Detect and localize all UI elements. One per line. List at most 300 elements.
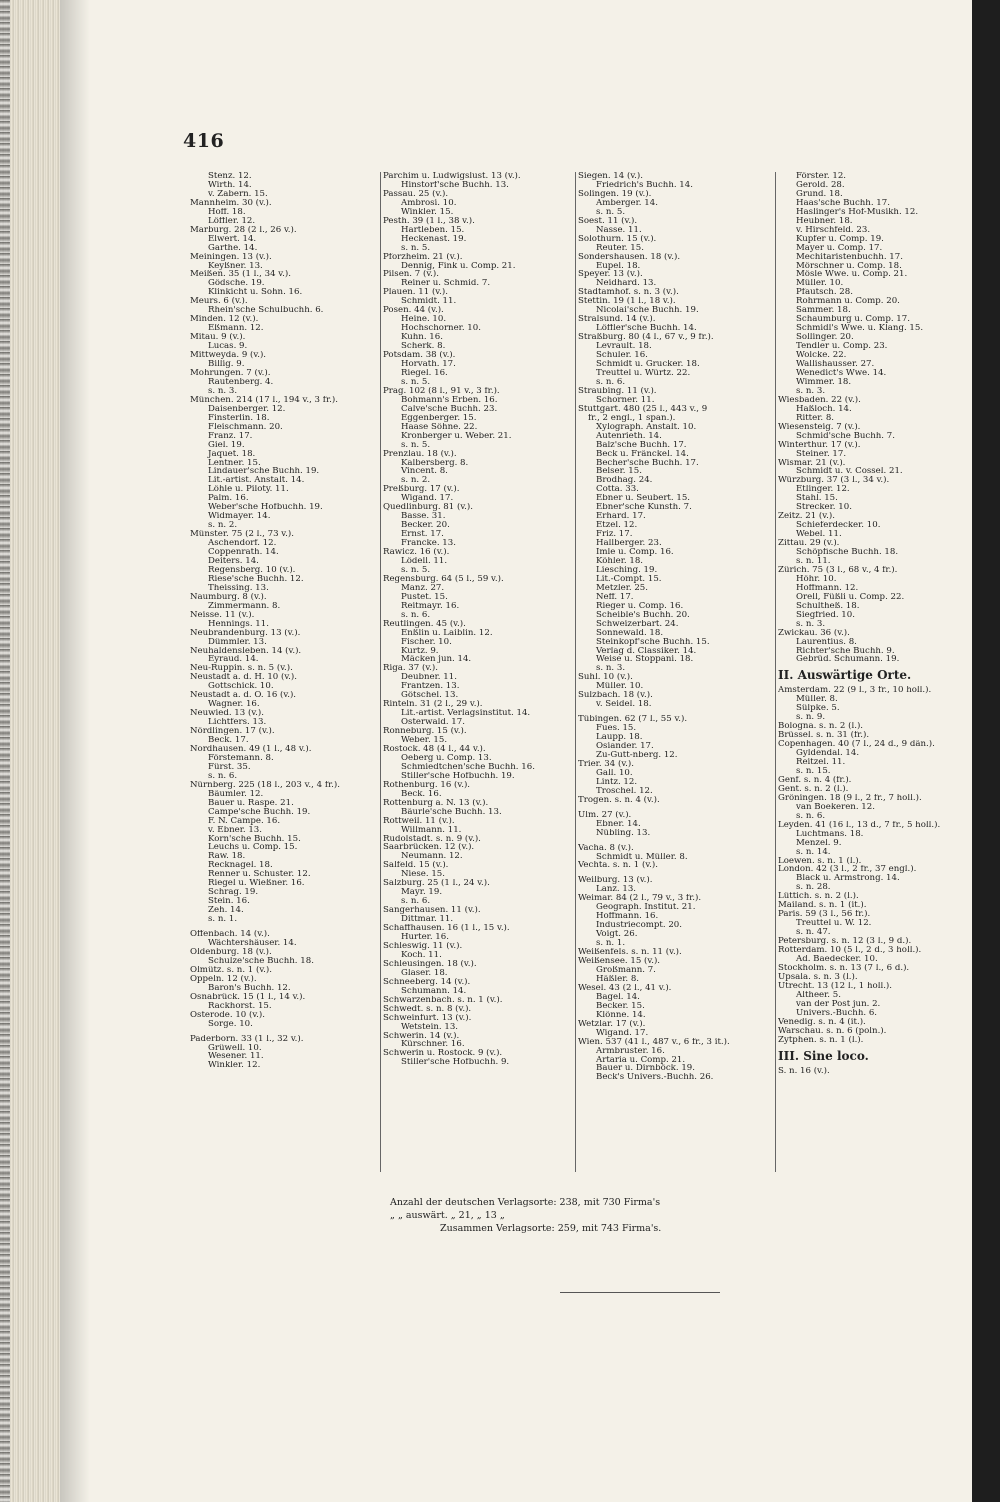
publisher-entry: Korn'sche Buchh. 15. [208, 834, 301, 844]
publisher-entry: Campe'sche Buchh. 19. [208, 807, 311, 817]
publisher-entry: Sorge. 10. [208, 1019, 253, 1029]
publisher-entry: Hinstorf'sche Buchh. 13. [401, 180, 509, 190]
gutter-shadow [60, 0, 90, 1502]
publisher-entry: Zeh. 14. [208, 906, 244, 916]
place-entry: Prenzlau. 18 (v.). [383, 449, 457, 459]
publisher-entry: Löffler. 12. [208, 216, 256, 226]
place-entry: Quedlinburg. 81 (v.). [383, 503, 473, 513]
publisher-entry: Schweizerbart. 24. [596, 619, 679, 629]
publisher-entry: Cotta. 33. [596, 485, 639, 495]
publisher-entry: s. n. 5. [596, 207, 626, 217]
publisher-entry: Wagner. 16. [208, 700, 260, 710]
publisher-entry: s. n. 6. [596, 377, 626, 387]
book-marbled-edge [0, 0, 10, 1502]
place-entry: Leyden. 41 (16 l., 13 d., 7 fr., 5 holl.). [778, 820, 941, 830]
publisher-entry: Renner u. Schuster. 12. [208, 870, 311, 880]
publisher-entry: Götschel. 13. [401, 691, 459, 701]
place-entry: Oldenburg. 18 (v.). [190, 947, 272, 957]
place-entry: Gröningen. 18 (9 l., 2 fr., 7 holl.). [778, 793, 922, 803]
place-entry: Stadtamhof. s. n. 3 (v.). [578, 288, 679, 298]
place-entry: Rudolstadt. s. n. 9 (v.). [383, 834, 481, 844]
publisher-entry: Schulze'sche Buchh. 18. [208, 956, 314, 966]
place-entry: Genf. s. n. 4 (fr.). [778, 775, 852, 785]
publisher-entry: Wetstein. 13. [401, 1022, 459, 1032]
publisher-entry: Autenrieth. 14. [596, 431, 662, 441]
place-entry: Oppeln. 12 (v.). [190, 974, 257, 984]
summary-line-german: Anzahl der deutschen Verlagsorte: 238, mit 730 Firma's [390, 1197, 661, 1208]
publisher-entry: Webel. 11. [796, 530, 842, 540]
publisher-entry: Heine. 10. [401, 315, 447, 325]
publisher-entry: Siegfried. 10. [796, 610, 855, 620]
publisher-entry: Artaria u. Comp. 21. [596, 1055, 686, 1065]
publisher-entry: Kupfer u. Comp. 19. [796, 234, 884, 244]
publisher-entry: s. n. 2. [401, 476, 431, 486]
publisher-entry: Osterwald. 17. [401, 718, 465, 728]
publisher-entry: Schorner. 11. [596, 395, 655, 405]
section-heading: II. Auswärtige Orte. [778, 668, 912, 683]
publisher-entry: Baron's Buchh. 12. [208, 983, 291, 993]
publisher-entry: Ebner u. Seubert. 15. [596, 494, 691, 504]
publisher-entry: Sülpke. 5. [796, 704, 840, 714]
publisher-entry: Lödell. 11. [401, 556, 448, 566]
publisher-entry: Daisenberger. 12. [208, 404, 286, 414]
publisher-entry: Brodhag. 24. [596, 476, 653, 486]
publisher-entry: Höhr. 10. [796, 574, 837, 584]
publisher-entry: Hoffmann. 12. [796, 583, 859, 593]
place-entry: Ronneburg. 15 (v.). [383, 727, 467, 737]
publisher-entry: Schmiedtchen'sche Buchh. 16. [401, 762, 535, 772]
publisher-entry: Giel. 19. [208, 440, 245, 450]
index-column-4 [778, 172, 964, 1076]
place-entry: Rottweil. 11 (v.). [383, 816, 455, 826]
place-entry: Wiesensteig. 7 (v.). [778, 422, 861, 432]
publisher-entry: Manz. 27. [401, 583, 445, 593]
publisher-entry: Frantzen. 13. [401, 682, 460, 692]
publisher-entry: Wolcke. 22. [796, 351, 847, 361]
place-entry: Offenbach. 14 (v.). [190, 930, 270, 940]
place-entry: Mohrungen. 7 (v.). [190, 368, 271, 378]
place-entry: Mittweyda. 9 (v.). [190, 351, 267, 361]
publisher-entry: s. n. 1. [208, 915, 238, 925]
publisher-entry: Rhein'sche Schulbuchh. 6. [208, 306, 324, 316]
publisher-entry: Scherk. 8. [401, 342, 446, 352]
place-entry: Utrecht. 13 (12 l., 1 holl.). [778, 981, 893, 991]
publisher-entry: Erhard. 17. [596, 512, 646, 522]
publisher-entry: Lanz. 13. [596, 885, 637, 895]
publisher-entry: Fischer. 10. [401, 637, 452, 647]
publisher-entry: s. n. 6. [401, 897, 431, 907]
publisher-entry: Sollinger. 20. [796, 333, 854, 343]
publisher-entry: Fürst. 35. [208, 762, 251, 772]
publisher-entry: Weise u. Stoppani. 18. [596, 655, 694, 665]
place-entry: Gent. s. n. 2 (l.). [778, 784, 849, 794]
publisher-entry: s. n. 11. [796, 556, 831, 566]
column-divider [775, 172, 776, 1172]
place-entry: Regensburg. 64 (5 l., 59 v.). [383, 574, 504, 584]
publisher-entry: Reiner u. Schmid. 7. [401, 279, 491, 289]
publisher-entry: Regensberg. 10 (v.). [208, 565, 296, 575]
publisher-entry: Univers.-Buchh. 6. [796, 1008, 878, 1018]
publisher-entry: s. n. 47. [796, 928, 831, 938]
publisher-entry: Tendler u. Comp. 23. [796, 342, 888, 352]
place-entry: Meurs. 6 (v.). [190, 297, 248, 307]
publisher-entry: Hoffmann. 16. [596, 912, 659, 922]
publisher-entry: Menzel. 9. [796, 838, 842, 848]
publisher-entry: Calve'sche Buchh. 23. [401, 404, 498, 414]
publisher-entry: Lit.-artist. Anstalt. 14. [208, 476, 305, 486]
publisher-entry: s. n. 6. [796, 811, 826, 821]
publisher-entry: Neidhard. 13. [596, 279, 657, 289]
publisher-entry: Etzel. 12. [596, 521, 638, 531]
place-entry: Passau. 25 (v.). [383, 189, 449, 199]
publisher-entry: Francke. 13. [401, 539, 456, 549]
publisher-entry: van der Post jun. 2. [796, 999, 881, 1009]
publisher-entry: F. N. Campe. 16. [208, 816, 281, 826]
publisher-entry: Kuhn. 16. [401, 333, 443, 343]
publisher-entry: Amberger. 14. [596, 198, 658, 208]
place-entry: Rotterdam. 10 (5 l., 2 d., 3 holl.). [778, 946, 922, 956]
publisher-entry: Eßmann. 12. [208, 324, 264, 334]
place-entry: Zwickau. 36 (v.). [778, 628, 850, 638]
place-entry: Stuttgart. 480 (25 l., 443 v., 9 [578, 404, 708, 414]
publisher-entry: Schaumburg u. Comp. 17. [796, 315, 910, 325]
publisher-entry: Etlinger. 12. [796, 485, 850, 495]
publisher-entry: Hartleben. 15. [401, 225, 465, 235]
publisher-entry: s. n. 5. [401, 440, 431, 450]
publisher-entry: Weber'sche Hofbuchh. 19. [208, 503, 323, 513]
publisher-entry: Stenz. 12. [208, 172, 252, 181]
publisher-entry: Gyldendal. 14. [796, 749, 860, 759]
publisher-entry: Nübling. 13. [596, 828, 651, 838]
publisher-entry: Schmidl's Wwe. u. Klang. 15. [796, 324, 924, 334]
place-entry: Schneeberg. 14 (v.). [383, 977, 471, 987]
publisher-entry: Xylograph. Anstalt. 10. [596, 422, 697, 432]
place-entry: Meiningen. 13 (v.). [190, 252, 272, 262]
publisher-entry: Rackhorst. 15. [208, 1001, 272, 1011]
place-entry: Siegen. 14 (v.). [578, 172, 643, 181]
publisher-entry: Förstemann. 8. [208, 753, 274, 763]
publisher-entry: Becker. 15. [596, 1001, 645, 1011]
publisher-entry: Kürschner. 16. [401, 1040, 465, 1050]
publisher-entry: Theissing. 13. [208, 583, 269, 593]
publisher-entry: Pustet. 15. [401, 592, 448, 602]
place-entry: Stettin. 19 (1 l., 18 v.). [578, 297, 676, 307]
place-entry: München. 214 (17 l., 194 v., 3 fr.). [190, 395, 338, 405]
place-entry: Ulm. 27 (v.). [578, 810, 632, 820]
publisher-entry: Neumann. 12. [401, 852, 463, 862]
place-entry: Riga. 37 (v.). [383, 664, 438, 674]
place-entry: Weimar. 84 (2 l., 79 v., 3 fr.). [578, 894, 702, 904]
publisher-entry: Reuter. 15. [596, 243, 644, 253]
publisher-entry: Gall. 10. [596, 768, 633, 778]
place-entry: Winterthur. 17 (v.). [778, 440, 861, 450]
place-entry: Plauen. 11 (v.). [383, 288, 448, 298]
summary-line-total: Zusammen Verlagsorte: 259, mit 743 Firma's. [440, 1223, 662, 1234]
publisher-entry: Stiller'sche Hofbuchh. 19. [401, 771, 515, 781]
publisher-entry: Grüwell. 10. [208, 1043, 262, 1053]
publisher-entry: Nicolai'sche Buchh. 19. [596, 306, 699, 316]
publisher-entry: Schmidt u. Müller. 8. [596, 852, 688, 862]
publisher-entry: Ebner. 14. [596, 819, 641, 829]
publisher-entry: Schieferdecker. 10. [796, 521, 881, 531]
publisher-entry: Stein. 16. [208, 897, 250, 907]
column-divider [575, 172, 576, 1172]
publisher-entry: Wesener. 11. [208, 1052, 264, 1062]
summary-line-foreign: „ „ auswärt. „ 21, „ 13 „ [390, 1210, 505, 1221]
publisher-entry: s. n. 5. [401, 377, 431, 387]
place-entry: Neustadt a. d. O. 16 (v.). [190, 691, 297, 701]
publisher-entry: Gerold. 28. [796, 180, 845, 190]
publisher-entry: Heckenast. 19. [401, 234, 467, 244]
publisher-entry: v. Hirschfeld. 23. [796, 225, 871, 235]
publisher-entry: Elwert. 14. [208, 234, 257, 244]
publisher-entry: Beck u. Fränckel. 14. [596, 449, 689, 459]
index-column-1 [190, 172, 375, 1070]
publisher-entry: Wächtershäuser. 14. [208, 939, 297, 948]
publisher-entry: s. n. 6. [208, 771, 238, 781]
publisher-entry: Löhle u. Piloty. 11. [208, 485, 289, 495]
publisher-entry: Friedrich's Buchh. 14. [596, 180, 693, 190]
place-entry: Straubing. 11 (v.). [578, 386, 657, 396]
publisher-entry: s. n. 5. [401, 243, 431, 253]
publisher-entry: Bäumler. 12. [208, 789, 264, 799]
publisher-entry: Lit.-Compt. 15. [596, 574, 662, 584]
publisher-entry: s. n. 6. [401, 610, 431, 620]
publisher-entry: Bagel. 14. [596, 992, 640, 1002]
publisher-entry: Lucas. 9. [208, 342, 248, 352]
publisher-entry: Schmidt u. v. Cossel. 21. [796, 467, 903, 477]
place-entry: Rinteln. 31 (2 l., 29 v.). [383, 700, 483, 710]
publisher-entry: s. n. 14. [796, 847, 831, 857]
place-entry: Warschau. s. n. 6 (poln.). [778, 1026, 887, 1036]
column-divider [380, 172, 381, 1172]
place-entry: Amsterdam. 22 (9 l., 3 fr., 10 holl.). [778, 686, 932, 696]
publisher-entry: Grund. 18. [796, 189, 843, 199]
publisher-entry: Raw. 18. [208, 852, 246, 862]
place-entry: Wiesbaden. 22 (v.). [778, 395, 861, 405]
publisher-entry: Schmidt. 11. [401, 297, 457, 307]
place-entry: Naumburg. 8 (v.). [190, 592, 267, 602]
publisher-entry: Eggenberger. 15. [401, 413, 477, 423]
publisher-entry: Hoff. 18. [208, 207, 246, 217]
place-entry: Neisse. 11 (v.). [190, 610, 255, 620]
publisher-entry: Hochschorner. 10. [401, 324, 481, 334]
publisher-entry: Kronberger u. Weber. 21. [401, 431, 512, 441]
index-column-3 [578, 172, 768, 1082]
place-entry: Tübingen. 62 (7 l., 55 v.). [578, 715, 688, 725]
publisher-entry: Lentner. 15. [208, 458, 261, 468]
publisher-entry: Niese. 15. [401, 870, 445, 880]
publisher-entry: Neff. 17. [596, 592, 634, 602]
publisher-entry: Kurtz. 9. [401, 646, 439, 656]
publisher-entry: Billig. 9. [208, 360, 245, 369]
publisher-entry: Finsterlin. 18. [208, 413, 270, 423]
publisher-entry: Dennig, Fink u. Comp. 21. [401, 261, 516, 271]
place-entry: Prag. 102 (8 l., 91 v., 3 fr.). [383, 386, 500, 396]
place-entry: Salzburg. 25 (1 l., 24 v.). [383, 879, 490, 889]
place-entry: Potsdam. 38 (v.). [383, 351, 456, 361]
publisher-entry: Haase Söhne. 22. [401, 422, 478, 432]
publisher-entry: Stahl. 15. [796, 494, 838, 504]
publisher-entry: Widmayer. 14. [208, 512, 271, 522]
place-entry: Olmütz. s. n. 1 (v.). [190, 965, 272, 975]
publisher-entry: Horvath. 17. [401, 360, 456, 369]
publisher-entry: Schmidt u. Grucker. 18. [596, 360, 700, 369]
publisher-entry: Eyraud. 14. [208, 655, 259, 665]
publisher-entry: s. n. 3. [596, 664, 626, 674]
publisher-entry: Richter'sche Buchh. 9. [796, 646, 895, 656]
place-entry: Venedig. s. n. 4 (it.). [778, 1017, 866, 1027]
place-entry: Mailand. s. n. 1 (it.). [778, 901, 867, 911]
place-entry: Weißenfels. s. n. 11 (v.). [578, 948, 682, 958]
publisher-entry: Jaquet. 18. [208, 449, 256, 459]
publisher-entry: Wigand. 17. [401, 494, 454, 504]
place-entry: Minden. 12 (v.). [190, 315, 259, 325]
publisher-entry: Geograph. Institut. 21. [596, 903, 696, 913]
publisher-entry: Franz. 17. [208, 431, 253, 441]
publisher-entry: s. n. 15. [796, 767, 831, 776]
scan-border [972, 0, 1000, 1502]
publisher-entry: Orell, Füßli u. Comp. 22. [796, 592, 905, 602]
place-entry: Copenhagen. 40 (7 l., 24 d., 9 dän.). [778, 740, 935, 750]
publisher-entry: Riegel u. Wießner. 16. [208, 879, 305, 889]
place-entry: Saarbrücken. 12 (v.). [383, 843, 475, 853]
publisher-entry: Riese'sche Buchh. 12. [208, 574, 304, 584]
publisher-entry: Dümmler. 13. [208, 637, 267, 647]
publisher-entry: Wimmer. 18. [796, 377, 852, 387]
publisher-entry: Ebner'sche Kunsth. 7. [596, 503, 692, 513]
publisher-entry: Winkler. 12. [208, 1061, 261, 1071]
place-entry: Parchim u. Ludwigslust. 13 (v.). [383, 172, 521, 181]
place-entry: Posen. 44 (v.). [383, 306, 444, 316]
publisher-entry: Becher'sche Buchh. 17. [596, 458, 699, 468]
publisher-entry: Eupel. 18. [596, 261, 641, 271]
publisher-entry: Haßloch. 14. [796, 404, 852, 414]
place-entry: Schleswig. 11 (v.). [383, 941, 463, 951]
publisher-entry: v. Seidel. 18. [596, 700, 652, 710]
place-entry: Wesel. 43 (2 l., 41 v.). [578, 983, 672, 993]
publisher-entry: s. n. 1. [596, 939, 626, 949]
publisher-entry: Riegel. 16. [401, 368, 448, 378]
place-entry-continuation: fr., 2 engl., 1 span.). [588, 413, 676, 423]
index-column-2 [383, 172, 573, 1067]
publisher-entry: Bauer u. Dirnböck. 19. [596, 1064, 696, 1074]
section-heading: III. Sine loco. [778, 1048, 869, 1063]
publisher-entry: Strecker. 10. [796, 503, 852, 513]
place-entry: Würzburg. 37 (3 l., 34 v.). [778, 476, 890, 486]
publisher-entry: Reitmayr. 16. [401, 601, 460, 611]
publisher-entry: Enßlin u. Laiblin. 12. [401, 628, 493, 638]
place-entry: Petersburg. s. n. 12 (3 l., 9 d.). [778, 937, 912, 947]
publisher-entry: Lintz. 12. [596, 777, 638, 787]
place-entry: Zeitz. 21 (v.). [778, 512, 835, 522]
publisher-entry: Vincent. 8. [401, 467, 448, 477]
place-entry: Neustadt a. d. H. 10 (v.). [190, 673, 297, 683]
publisher-entry: Levrault. 18. [596, 342, 652, 352]
place-entry: Straßburg. 80 (4 l., 67 v., 9 fr.). [578, 333, 714, 343]
publisher-entry: Köhler. 18. [596, 556, 644, 566]
publisher-entry: Förster. 12. [796, 172, 847, 181]
publisher-entry: Altheer. 5. [796, 990, 841, 1000]
publisher-entry: s. n. 2. [208, 521, 238, 531]
publisher-entry: Treuttel u. W. 12. [796, 919, 872, 929]
publisher-entry: Kalbersberg. 8. [401, 458, 469, 468]
publisher-entry: Laurentius. 8. [796, 637, 857, 647]
place-entry: Neuwied. 13 (v.). [190, 709, 264, 719]
publisher-entry: Keyßner. 13. [208, 261, 263, 271]
place-entry: Mitau. 9 (v.). [190, 333, 246, 343]
place-entry: Schwerin u. Rostock. 9 (v.). [383, 1049, 503, 1059]
place-entry: Vacha. 8 (v.). [578, 843, 634, 853]
place-entry: Weißensee. 15 (v.). [578, 957, 661, 966]
publisher-entry: Belser. 15. [596, 467, 642, 477]
place-entry: Zürich. 75 (3 l., 68 v., 4 fr.). [778, 565, 898, 575]
place-entry: Speyer. 13 (v.). [578, 270, 643, 280]
publisher-entry: Palm. 16. [208, 494, 249, 504]
publisher-entry: Armbruster. 16. [596, 1046, 665, 1056]
place-entry: Zytphen. s. n. 1 (l.). [778, 1035, 864, 1045]
publisher-entry: Fues. 15. [596, 724, 637, 734]
publisher-entry: van Boekeren. 12. [796, 802, 875, 812]
place-entry: Trier. 34 (v.). [578, 759, 634, 769]
place-entry: Trogen. s. n. 4 (v.). [578, 795, 660, 805]
publisher-entry: Coppenrath. 14. [208, 548, 279, 557]
publisher-entry: Laupp. 18. [596, 733, 643, 743]
publisher-entry: Häßler. 8. [596, 974, 640, 984]
place-entry: Schwarzenbach. s. n. 1 (v.). [383, 995, 503, 1005]
publisher-entry: Mayr. 19. [401, 888, 443, 898]
publisher-entry: Hurter. 16. [401, 933, 449, 942]
publisher-entry: Wallishausser. 27. [796, 360, 875, 369]
publisher-entry: Weber. 15. [401, 736, 448, 745]
place-entry: Nürnberg. 225 (18 l., 203 v., 4 fr.). [190, 780, 340, 790]
place-entry: Weilburg. 13 (v.). [578, 876, 653, 886]
publisher-entry: Großmann. 7. [596, 965, 656, 975]
place-entry: Wien. 537 (41 l., 487 v., 6 fr., 3 it.). [578, 1037, 730, 1047]
publisher-entry: Becker. 20. [401, 521, 450, 531]
publisher-entry: Leuchs u. Comp. 15. [208, 843, 298, 853]
publisher-entry: Klinkicht u. Sohn. 16. [208, 288, 303, 298]
publisher-entry: Rohrmann u. Comp. 20. [796, 297, 900, 307]
publisher-entry: s. n. 3. [796, 619, 826, 629]
publisher-entry: Pfautsch. 28. [796, 288, 853, 298]
place-entry: Osterode. 10 (v.). [190, 1010, 265, 1020]
place-entry: London. 42 (3 l., 2 fr., 37 engl.). [778, 865, 917, 875]
publisher-entry: Mayer u. Comp. 17. [796, 243, 883, 253]
place-entry: Sangerhausen. 11 (v.). [383, 906, 481, 916]
publisher-entry: Steiner. 17. [796, 449, 847, 459]
publisher-entry: Stiller'sche Hofbuchh. 9. [401, 1058, 510, 1068]
publisher-entry: Verlag d. Classiker. 14. [596, 646, 697, 656]
place-entry: Zittau. 29 (v.). [778, 539, 840, 549]
publisher-entry: Gottschick. 10. [208, 682, 274, 692]
publisher-entry: Klönne. 14. [596, 1010, 646, 1020]
publisher-entry: Reitzel. 11. [796, 758, 846, 767]
publisher-entry: Lichtfers. 13. [208, 718, 267, 728]
publisher-entry: Wigand. 17. [596, 1028, 649, 1038]
publisher-entry: Deiters. 14. [208, 556, 259, 566]
publisher-entry: Voigt. 26. [596, 930, 638, 940]
publisher-entry: Schumann. 14. [401, 986, 467, 996]
place-entry: Stockholm. s. n. 13 (7 l., 6 d.). [778, 963, 910, 973]
publisher-entry: Gödsche. 19. [208, 279, 265, 289]
publisher-entry: Schrag. 19. [208, 888, 259, 898]
summary-block [390, 1196, 720, 1235]
place-entry: Reutlingen. 45 (v.). [383, 619, 466, 629]
publisher-entry: Koch. 11. [401, 950, 442, 960]
place-entry: Pesth. 39 (1 l., 38 v.). [383, 216, 475, 226]
place-entry: Neubrandenburg. 13 (v.). [190, 628, 301, 638]
